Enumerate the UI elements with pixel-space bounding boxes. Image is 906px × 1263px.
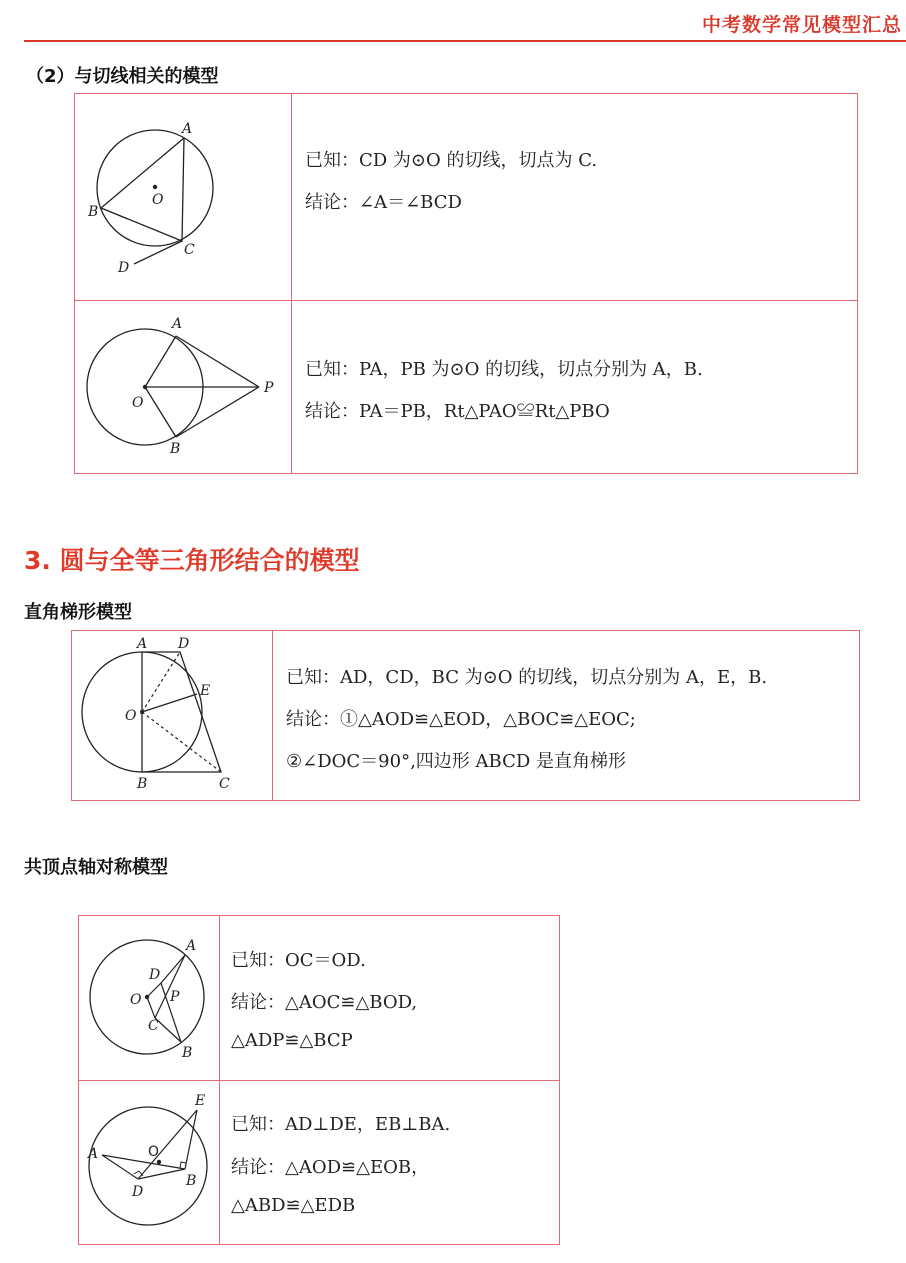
label-d: D — [118, 260, 130, 276]
symmetric-heading: 共顶点轴对称模型 — [24, 857, 168, 878]
segment-ad — [161, 955, 185, 983]
label-o: O — [125, 708, 137, 724]
label-a: A — [182, 121, 193, 137]
tangent-table-row-divider — [75, 300, 857, 301]
trapezoid-figure — [78, 637, 268, 797]
trapezoid-conclusion-2: ②∠DOC＝90°,四边形 ABCD 是直角梯形 — [286, 751, 627, 772]
label-b: B — [88, 204, 99, 220]
tangent-pb — [176, 387, 259, 437]
tangent-table — [74, 93, 858, 474]
dashed-od — [142, 652, 180, 712]
label-p: P — [264, 380, 274, 396]
dashed-oc — [142, 712, 221, 772]
symmetric-row1-known: 已知：OC＝OD. — [231, 950, 366, 971]
center-dot — [145, 995, 149, 999]
label-b: B — [170, 441, 181, 457]
symmetric-table — [78, 915, 560, 1245]
label-c: C — [219, 776, 230, 792]
label-a: A — [172, 316, 183, 332]
label-a: A — [88, 1146, 99, 1162]
label-c: C — [148, 1018, 159, 1034]
trapezoid-heading: 直角梯形模型 — [24, 602, 132, 623]
center-dot — [153, 185, 157, 189]
label-e: E — [195, 1093, 206, 1109]
label-d: D — [132, 1184, 144, 1200]
radius-oa — [145, 336, 176, 387]
symmetric-row2-conclusion-1: 结论：△AOD≌△EOB， — [231, 1157, 430, 1178]
label-d: D — [178, 637, 190, 652]
radius-ob — [145, 387, 176, 437]
diameter-de — [138, 1110, 197, 1179]
symmetric-row2-known: 已知：AD⊥DE，EB⊥BA. — [231, 1114, 451, 1135]
segment-od — [147, 983, 161, 997]
trapezoid-table-divider — [272, 631, 273, 800]
label-o: O — [152, 192, 164, 208]
header-title: 中考数学常见模型汇总 — [701, 14, 902, 36]
tangent-row2-known: 已知：PA，PB 为⊙O 的切线，切点分别为 A，B. — [305, 359, 703, 380]
tangent-figure-2 — [79, 314, 289, 464]
label-b: B — [186, 1173, 197, 1189]
label-o: O — [130, 992, 142, 1008]
radius-oe — [142, 694, 197, 712]
tangent-row1-conclusion: 结论：∠A＝∠BCD — [305, 192, 462, 213]
symmetric-figure-2 — [82, 1088, 218, 1238]
label-d: D — [149, 967, 161, 983]
label-b: B — [182, 1045, 193, 1061]
page-header — [0, 0, 906, 42]
label-e: E — [200, 683, 211, 699]
symmetric-row1-conclusion-2: △ADP≌△BCP — [231, 1030, 353, 1051]
label-o: O — [132, 395, 144, 411]
circle-o — [89, 1107, 207, 1225]
trapezoid-abcd — [142, 652, 221, 772]
tangent-pa — [176, 336, 259, 387]
label-o: O — [148, 1144, 160, 1160]
label-p: P — [170, 989, 180, 1005]
triangle-abc — [101, 138, 184, 241]
symmetric-row1-conclusion-1: 结论：△AOC≌△BOD, — [231, 992, 418, 1013]
header-rule — [24, 40, 906, 42]
trapezoid-conclusion-1: 结论：①△AOD≌△EOD，△BOC≌△EOC; — [286, 709, 636, 730]
center-dot — [143, 385, 147, 389]
center-dot — [140, 710, 144, 714]
tangent-row2-conclusion: 结论：PA＝PB，Rt△PAO≌Rt△PBO — [305, 401, 610, 422]
trapezoid-known: 已知：AD，CD，BC 为⊙O 的切线，切点分别为 A，E，B. — [286, 667, 768, 688]
trapezoid-table — [71, 630, 860, 801]
label-b: B — [137, 776, 148, 792]
segment-eb — [185, 1110, 197, 1169]
segment-oc — [147, 997, 155, 1018]
diameter-ab — [102, 1155, 185, 1169]
section3-title: 3. 圆与全等三角形结合的模型 — [24, 546, 360, 575]
label-a: A — [186, 938, 197, 954]
center-dot — [157, 1160, 161, 1164]
symmetric-figure-1 — [82, 932, 218, 1078]
label-c: C — [184, 242, 195, 258]
tangent-heading: （2）与切线相关的模型 — [26, 66, 219, 87]
tangent-figure-1 — [83, 112, 283, 292]
symmetric-table-row-divider — [79, 1080, 559, 1081]
symmetric-row2-conclusion-2: △ABD≌△EDB — [231, 1195, 356, 1216]
tangent-row1-known: 已知：CD 为⊙O 的切线，切点为 C. — [305, 150, 598, 171]
label-a: A — [137, 637, 148, 652]
tangent-table-divider — [291, 94, 292, 473]
